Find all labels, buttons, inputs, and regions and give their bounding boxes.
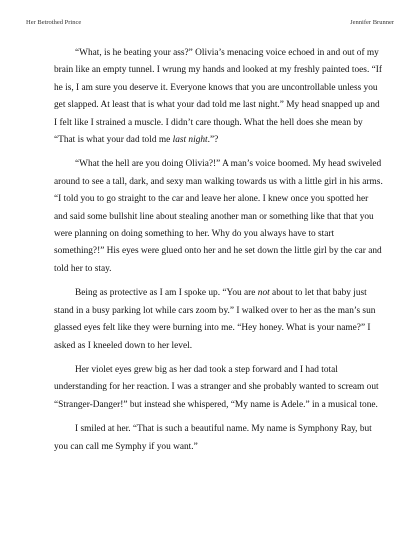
author-name: Jennifer Brunner [350, 19, 394, 26]
paragraph-1-text: “What, is he beating your ass?” Olivia’s menacing voice echoed in and out of my brain like an empty tunnel. I wrung my hands and looked at my freshly painted toes. “If he is, I am sure you deserve it. Everyone knows that you are uncontrollable unless you get slapped. At least that is what your dad told me last night.” My head snapped up and I felt like I strained a muscle. I didn’t care though. What the hell does she mean by “That is what your dad told me [54, 48, 382, 146]
paragraph-3-emphasis: not [257, 288, 270, 299]
paragraph-3-text: Being as protective as I am I spoke up. “You are [75, 288, 258, 299]
body-text [54, 45, 384, 463]
paragraph-1-emphasis: last night [172, 135, 208, 146]
paragraph-3-tail: about to let that baby just stand in a busy parking lot while cars zoom by.” I walked over to her as the man’s sun glassed eyes felt like they were burning into me. “Hey honey. What is your name?” I asked as I kneeled down to her level. [54, 288, 376, 351]
paragraph-1 [54, 45, 384, 149]
paragraph-1-tail: .”? [207, 135, 219, 146]
paragraph-2: “What the hell are you doing Olivia?!” A man’s voice boomed. My head swiveled around to see a tall, dark, and sexy man walking towards us with a little girl in his arms. “I told you to go straight to the car and leave her alone. I knew once you spotted her and said some bullshit line about stealing another man or something like that that you were planning on doing something to her. Why do you always have to start something?!” His eyes were glued onto her and he set down the little girl by the car and told her to stay. [54, 159, 383, 274]
book-title: Her Betrothed Prince [26, 19, 82, 26]
paragraph-3 [54, 285, 384, 355]
paragraph-5: I smiled at her. “That is such a beautiful name. My name is Symphony Ray, but you can call me Symphy if you want.” [54, 424, 372, 452]
paragraph-4: Her violet eyes grew big as her dad took a step forward and I had total understanding for her reaction. I was a stranger and she probably wanted to scream out “Stranger-Danger!” but instead she whispered, “My name is Adele.” in a musical tone. [54, 364, 379, 410]
page-header [26, 19, 394, 26]
